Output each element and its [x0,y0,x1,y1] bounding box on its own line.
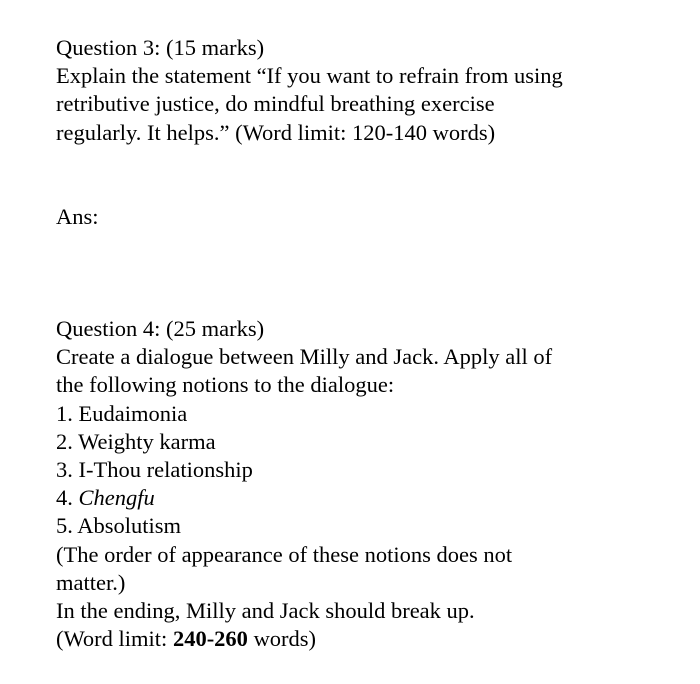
word-limit-suffix: words) [247,626,317,652]
spacer [56,147,676,203]
question-3-text-line-3: regularly. It helps.” (Word limit: 120-140 words) [56,119,496,145]
question-4-intro-line-2: the following notions to the dialogue: [56,372,395,398]
answer-label: Ans: [56,203,99,229]
notion-number: 5. [56,513,78,539]
question-3-text-line-1: Explain the statement “If you want to refrain from using [56,63,563,89]
notion-number: 2. [56,428,79,454]
question-3-text-line-2: retributive justice, do mindful breathing exercise [56,91,495,117]
document-body [56,34,676,653]
notion-item-4 [56,484,676,512]
word-limit [56,625,676,653]
answer-space [56,231,676,315]
notion-number: 4. [56,485,79,511]
word-limit-range: 240-260 [172,626,248,652]
question-3-heading: Question 3: (15 marks) [56,35,265,60]
question-4-intro-line-1: Create a dialogue between Milly and Jack. Apply all of [56,344,553,370]
notion-text: Weighty karma [78,428,216,454]
notion-item-3 [56,456,676,484]
notion-text: Chengfu [78,485,155,511]
notion-number: 1. [56,400,79,426]
notion-item-1 [56,400,676,428]
order-note-line-2: matter.) [56,569,126,595]
notion-text: I-Thou relationship [78,457,253,483]
notion-text: Absolutism [77,513,182,539]
notion-number: 3. [56,457,79,483]
question-4 [56,315,676,653]
notion-item-5 [56,512,676,540]
notion-text: Eudaimonia [78,400,188,426]
question-3 [56,34,676,147]
ending-instruction: In the ending, Milly and Jack should break up. [56,598,475,624]
word-limit-prefix: (Word limit: [56,626,173,652]
notion-item-2 [56,428,676,456]
order-note-line-1: (The order of appearance of these notions does not [56,541,513,567]
question-4-heading: Question 4: (25 marks) [56,316,265,342]
